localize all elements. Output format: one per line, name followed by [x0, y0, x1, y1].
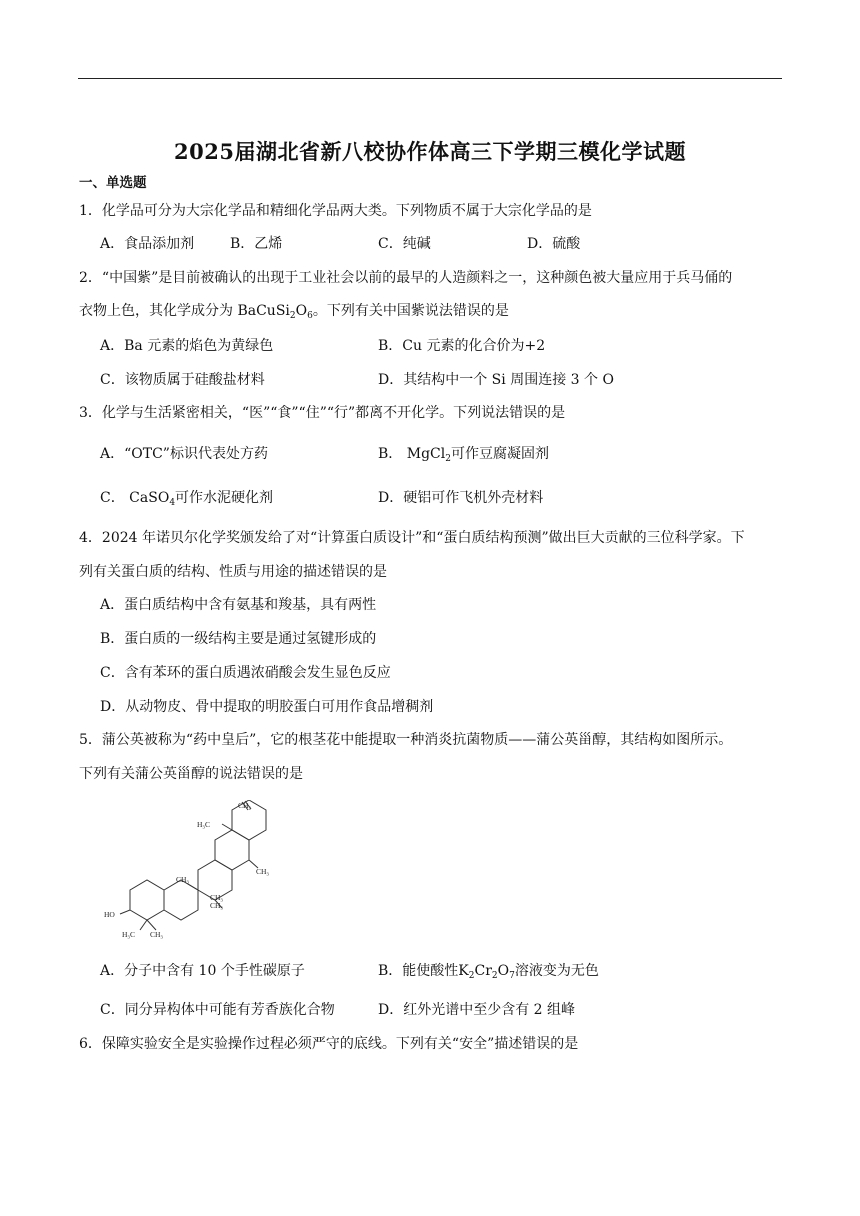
q4-stem-line1: 4．2024 年诺贝尔化学奖颁发给了对“计算蛋白质设计”和“蛋白质结构预测”做出巨大贡献的三位科学家。下	[79, 530, 745, 546]
mol-label-ch3-mid: CH₃	[176, 875, 190, 884]
q3-option-b: B． MgCl$_2$可作豆腐凝固剂	[378, 446, 549, 464]
q2-option-a: A．Ba 元素的焰色为黄绿色	[100, 338, 274, 354]
mol-label-ch3-bottom: CH₃	[150, 930, 164, 939]
mol-label-ch3-right: CH₃	[256, 867, 270, 876]
q3-stem: 3．化学与生活紧密相关，“医”“食”“住”“行”都离不开化学。下列说法错误的是	[79, 405, 566, 421]
q1-option-c: C．纯碱	[378, 236, 431, 252]
q3-option-a: A．“OTC”标识代表处方药	[100, 446, 268, 462]
section-heading: 一、单选题	[79, 175, 147, 191]
q5-option-a: A．分子中含有 10 个手性碳原子	[100, 963, 305, 979]
q2-option-d: D．其结构中一个 Si 周围连接 3 个 O	[378, 372, 614, 388]
mol-label-h3c-top: H₃C	[197, 820, 211, 829]
taraxasterol-structure-diagram	[100, 800, 290, 945]
q1-option-b: B．乙烯	[230, 236, 283, 252]
q2-option-c: C．该物质属于硅酸盐材料	[100, 372, 265, 388]
q3-option-d: D．硬铝可作飞机外壳材料	[378, 490, 544, 506]
q1-option-d: D．硫酸	[527, 236, 581, 252]
mol-label-ch2: CH₂	[238, 801, 252, 810]
q4-option-d: D．从动物皮、骨中提取的明胶蛋白可用作食品增稠剂	[100, 699, 434, 715]
q5-stem-line2: 下列有关蒲公英甾醇的说法错误的是	[79, 766, 303, 782]
q5-option-d: D．红外光谱中至少含有 2 组峰	[378, 1002, 576, 1018]
q5-option-c: C．同分异构体中可能有芳香族化合物	[100, 1002, 335, 1018]
q3-option-c: C． CaSO$_4$可作水泥硬化剂	[100, 490, 274, 508]
q1-stem: 1．化学品可分为大宗化学品和精细化学品两大类。下列物质不属于大宗化学品的是	[79, 203, 592, 219]
q2-stem-line1: 2．“中国紫”是目前被确认的出现于工业社会以前的最早的人造颜料之一，这种颜色被大量应用于兵马俑的	[79, 270, 733, 286]
mol-label-ch3-lower2: CH₃	[210, 901, 224, 910]
q1-option-a: A．食品添加剂	[100, 236, 195, 252]
mol-label-h3c-bottom: H₃C	[122, 930, 136, 939]
page-title: 2025届湖北省新八校协作体高三下学期三模化学试题	[174, 139, 686, 164]
q2-stem-line2: 衣物上色，其化学成分为 $BaCuSi_2O_6$。下列有关中国紫说法错误的是	[79, 303, 509, 321]
mol-label-ch3-lower: CH₃	[210, 893, 224, 902]
q4-option-b: B．蛋白质的一级结构主要是通过氢键形成的	[100, 631, 377, 647]
q4-option-a: A．蛋白质结构中含有氨基和羧基，具有两性	[100, 597, 377, 613]
header-rule	[78, 78, 782, 79]
q5-stem-line1: 5．蒲公英被称为“药中皇后”，它的根茎花中能提取一种消炎抗菌物质——蒲公英甾醇，其结构如图所示。	[79, 732, 733, 748]
q2-option-b: B．Cu 元素的化合价为+2	[378, 338, 546, 354]
q5-option-b: B．能使酸性$K_2Cr_2O_7$溶液变为无色	[378, 963, 599, 981]
mol-label-ho: HO	[104, 910, 115, 919]
q4-option-c: C．含有苯环的蛋白质遇浓硝酸会发生显色反应	[100, 665, 391, 681]
q4-stem-line2: 列有关蛋白质的结构、性质与用途的描述错误的是	[79, 564, 387, 580]
q6-stem: 6．保障实验安全是实验操作过程必须严守的底线。下列有关“安全”描述错误的是	[79, 1036, 579, 1052]
